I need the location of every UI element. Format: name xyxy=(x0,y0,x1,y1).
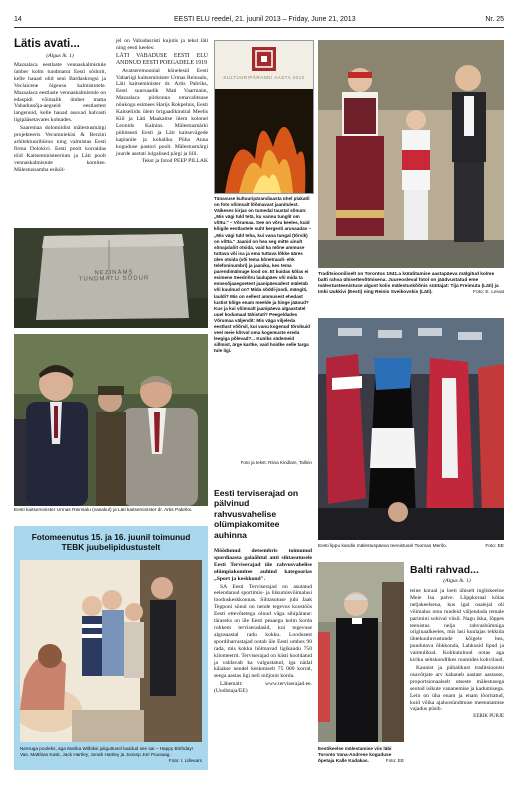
article-title-balti: Balti rahvad... xyxy=(410,564,479,576)
fotomeenutus-title: Fotomeenutus 15. ja 16. juunil toimunud TEBK juubelipidustustelt xyxy=(31,532,191,552)
birthday-photo xyxy=(20,560,202,742)
flags-credit: Foto: EE xyxy=(485,544,504,549)
fotomeenutus-box xyxy=(14,526,208,770)
latis-column-1 xyxy=(14,62,106,224)
article-title-latis: Lätis avati... xyxy=(14,38,80,50)
heritage-title: KULTUURIPÄRANDI AASTA 2013 xyxy=(223,75,305,80)
priest-photo xyxy=(318,562,404,742)
fotomeenutus-caption xyxy=(20,746,202,764)
masthead: EESTI ELU reedel, 21. juunil 2013 – Friday, June 21, 2013 xyxy=(174,16,356,23)
family-credit: Foto: E. Leivat xyxy=(473,290,504,295)
paragraph: SA Eesti Terviserajad on asutatud eelendanud sportimis- ja liikumisvõimalusi looduskeskkonnas. Sihtasutuse juhi Jaak Tepponi sõnul on nende tegevus koostöös Eesti ettevõtetega olnud väga sihipärane: täraseks on üle Eesti peaaegu kolm korda rohkem terviseradasid, kui tegevuse algusaastal radu kokku. Loodusest spordiharrastajad ootab üle Eesti umbes 90 rada, mis kokku hõlmavad ligikaudu 750 kilomeetrit. Terviserajad on hästi hooldatud ja valdavalt ka valgustatud, iga nädal käiakse nendel keskmiselt 75 000 korral, seega aastas ligi neli miljonit korda. xyxy=(214,583,312,680)
heritage-caption: Tänavuse kultuuripärandiaasta ühel plakatil on foto võimsalt lõõmavast jaanitulest. Väikeses kirjas on tumedal taustal sõnum: „Mis vägi tuld tetä, ku vannu tunglit om võttu." – Võrumaa. See on võru keeles, kuid kõigile eestlastele suht kergesti arusaadav – „Mis vägi tuld teha, kui vana tungal (tõrvik) on võtta." Jaanid on hea seg mitte ainult sõnajalaõit otsida, vaid ka mõne ammuse tuttava või isa ja ema tuttava lõkke ääres üles otsida (või tema kõnetraadi- ehk telefoninumbri) ja jaanika, kes tema parendimälnuge lood on. Et kuidas kõlas ei esimene Seedriõru laulupäev või mida ta ennesõjaaegsetest jaanipäevadest mäletab või kuulnud on? Mida sõddi-joodi, mängiti, lauldi? Mis on sellest ammusest ehedast lustist kõige enam meelde ja hinge jäänud? Kus ja kui võimsalt jaanipäeva algaastatel uuel kodumaal tähistati? Peegeldades Võrumaa väljendit: Mis väga viljeleda eestlust võõrsil, kui vanu kogenud tõrvikuid veel meie kõrval oma kogemuste ereda leegiga põlevad?... Kuniks sädemeid sillmist, ärge kartke, vaid hoidke selle targa tule ligi. xyxy=(214,196,312,354)
memorial-stone-photo xyxy=(14,228,208,328)
family-photo xyxy=(318,40,504,268)
flags-caption-text: Eesti lippu kandis mälestuspäeva teenistusel Toomas Merilo. xyxy=(318,544,447,549)
terviserajad-title: Eesti terviserajad on pälvinud rahvusvahelise olümpiakomitee auhinna xyxy=(214,488,299,540)
continued-from: (Algus lk. 1) xyxy=(46,53,74,59)
issue-number: Nr. 25 xyxy=(485,16,504,23)
paragraph: teine koraal ja loeti ühiselt ingliskeelne Meie Isa palve. Lõppkoraal kõlas neljakeelsena, kus igal osalejal oli võimalus oma tundeid väljendada temale parimini sobival viisil. Nagu ikka, lõppes teenistus nelja rahvushümniga originaalkeeles, mis lasi kuulajas tekkida ühtekuuluvustunde kõigele hea, puudutava õhkkonda, Lahkusid lipud ja vaimulikud. Kokkutulnud ootas aga kiriku seltskondlikes ruumides kohvilaud. xyxy=(410,588,504,664)
paragraph: jel on Vabadusristi kujutis ja tekst läti ning eesti keeles: xyxy=(116,38,208,51)
bonfire-image xyxy=(215,89,313,193)
ministers-photo xyxy=(14,334,208,506)
paragraph: Mazsalaca eestlaste vennaskalmistule ümber kolm tundmatut Eesti sõdurit, kelle hauad olid seni Bardaskrogsi ja Veclaicene õigeusu kalmistutele. Mazsalaca eestlaste vennaskalmistule on edaspidi võimalik ümber matta Vabadussõja-aegseid eestlastest langenuid, kelle hauad asuvad halvasti ligipääsetavates kohtades. xyxy=(14,62,106,124)
inscription: LĀTI VABADUSE EESTI ELU ANDNUD EESTI POEGADELE 1919 xyxy=(116,52,208,66)
ministers-image xyxy=(14,334,208,506)
stone-inscription: NEZINĀMS TUNDMATU SÕDUR xyxy=(78,269,150,283)
heritage-logo-icon xyxy=(252,47,276,71)
terviserajad-column xyxy=(214,548,312,770)
flags-image xyxy=(318,318,504,540)
family-image xyxy=(318,40,504,268)
continued-from: (Algus lk. 1) xyxy=(443,578,471,584)
paragraph: Saaremaa dolomiidist mälestusmärgi projekteeris Vecumniekisi & Berzini arhitektuuribüroo ning valmistas Eesti firma Dolokivi. Eesti poolt korraldas töid Kaitseministeerium ja Läti poolt vennaskalmistute komitee. Mälestussamba esikül- xyxy=(14,125,106,173)
fotomeenutus-credit: Foto: I. Lillevars xyxy=(168,758,202,763)
page-number: 14 xyxy=(14,16,22,23)
priest-caption-text: Eestikeelse mälestamise viis läbi Toronto Vana-Andrese koguduse õpetaja Kalle Kadakas. xyxy=(318,746,392,763)
heritage-credit: Foto ja tekst: Riina Kindlam, Tallinn xyxy=(240,460,312,465)
fotomeenutus-caption-text: Neeruga pooleks, aga Marika Wilbiksi juliguttusel lauldud see sai – Happy Birthday! Vas. Matthias Kask, Jack Hartley, Jonah Hartley ja Joosep Jüri Puusaag. xyxy=(20,746,194,757)
priest-caption xyxy=(318,746,404,764)
paragraph: Kaunist ja pühalikust traditsioonist osavõtjate arv kahaneb aastast aastasse, proportsionaalselt otseste mälestusega seotud isikute vananemise ja kadumisega. Lein on üha enam ja enam lõoritatud, kuid võika ajaloosündmuse meenutamise vajadus püsib. xyxy=(410,664,504,713)
heritage-poster xyxy=(214,40,314,194)
latis-column-2 xyxy=(116,38,208,224)
family-caption xyxy=(318,272,504,296)
balti-column xyxy=(410,588,504,780)
priest-image xyxy=(318,562,404,742)
birthday-image xyxy=(20,560,202,742)
page-header xyxy=(14,14,504,28)
paragraph: Lähemalt: www.terviserajad.ee. (Uudistaja/EE) xyxy=(214,681,312,695)
lead-paragraph: Möödunud detsembris toimunud spordiaasta galaõhtul anti sihtasutusele Eesti Terviserajad üle rahvusvahelise olümpiakomitee auhind kategoorias „Sport ja keskkond". xyxy=(214,548,312,582)
flags-photo xyxy=(318,318,504,540)
caption-ministers: Eesti kaitseminister Urmas Reinsalu (vasakul) ja Läti kaitseminister dr. Artis Pabriks. xyxy=(14,508,193,513)
flags-caption xyxy=(318,544,504,550)
family-caption-text: Traditsiooniliselt on Torontos 1941.a küüditamise aastapäeva mälgitud kolme balti rahva ühisettevõtmisena. Juureosleval fotol on jäädvustatud eme mälestusteenistuse algust kolis mälestuskõõnis süütajat: Tija Freimuta (Läti) ja Imbi Uukkivi (Eesti) ning Reinis Sveikovskis (Läti). xyxy=(318,272,499,295)
priest-credit: Foto: EE xyxy=(385,758,404,763)
paragraph: Avatseremoonial kõnelesid Eesti Vabariigi kaitseminister Urmas Reinsalu, Läti kaitseminister dr. Artis Pabriks, Eesti suursaadik Mati Vaarmann, Mazsalaca piirkonna omavalitsuse nõukogu esimees Harijs Rokpelnis, Eesti Kaitseliidu ülem brigaadikindral Meelis Kiil ja Läti Maakaitse ülem kolonel Leonids Kalnins. Mälestusmärki pühitsesti Eesti ja Läti kaitsevägede kaplanite ja kohaliku Püha Anna koguduse pastori poolt. Mälestusmärgi juurde asetati lulgalised pärgi ja lilli. xyxy=(116,67,208,157)
article-credit: EERIK PURJE xyxy=(473,714,504,720)
article-credit: Tekst ja fotod PEEP PILLAK xyxy=(141,158,208,165)
